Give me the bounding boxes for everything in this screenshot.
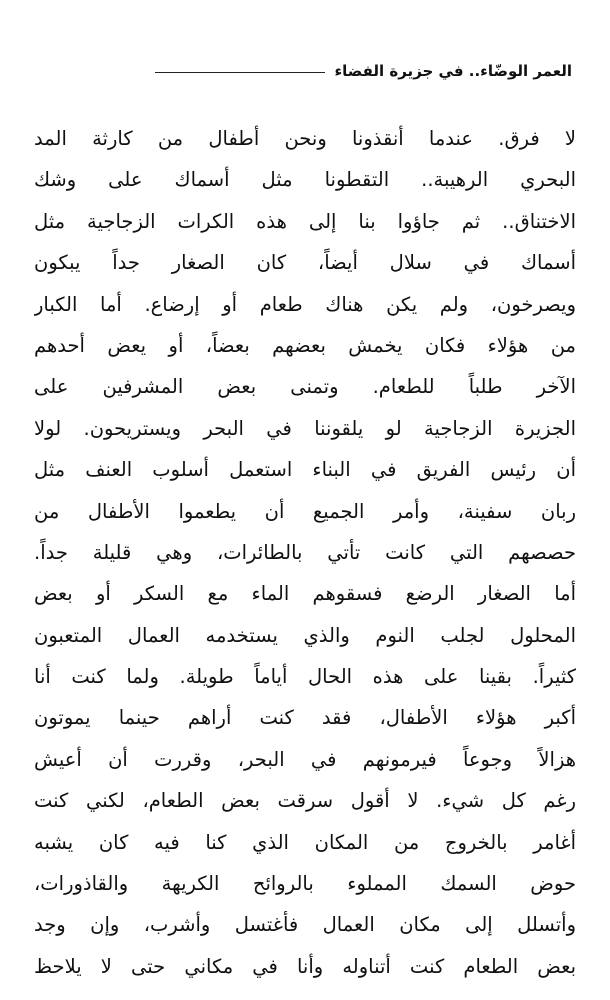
text-line: حوض السمك المملوء بالروائح الكريهة والقاذورات،	[34, 872, 576, 896]
text-line: وأتسلل إلى مكان العمال فأغتسل وأشرب، وإن وجد	[34, 913, 576, 937]
text-line: بعض الطعام كنت أتناوله وأنا في مكاني حتى لا يلاحظ	[34, 954, 576, 978]
text-line: أما الصغار الرضع فسقوهم الماء مع السكر أو بعض	[34, 582, 576, 606]
text-line: أسماك في سلال أيضاً، كان الصغار جداً يبكون	[34, 251, 576, 275]
text-line: أغامر بالخروج من المكان الذي كنا فيه كان يشبه	[34, 830, 576, 854]
running-title: العمر الوضّاء.. في جزيرة الفضاء	[334, 62, 572, 80]
text-line: كثيراً. بقينا على هذه الحال أياماً طويلة. ولما كنت أنا	[34, 665, 576, 689]
text-line: الآخر طلباً للطعام. وتمنى بعض المشرفين على	[34, 375, 576, 399]
running-header	[110, 58, 572, 84]
text-line: ربان سفينة، وأمر الجميع أن يطعموا الأطفال من	[34, 499, 576, 523]
text-line: الجزيرة الزجاجية لو يلقوننا في البحر ويستريحون. لولا	[34, 416, 576, 440]
text-line: من هؤلاء فكان يخمش بعضهم بعضاً، أو يعض أحدهم	[34, 333, 576, 357]
text-line: أكبر هؤلاء الأطفال، فقد كنت أراهم حينما يموتون	[34, 706, 576, 730]
text-line: لا فرق. عندما أنقذونا ونحن أطفال من كارثة المد	[34, 127, 576, 150]
text-line: هزالاً وجوعاً فيرمونهم في البحر، وقررت أن أعيش	[34, 747, 576, 771]
body-text	[34, 118, 576, 987]
text-line: أن رئيس الفريق في البناء استعمل أسلوب العنف مثل	[34, 458, 576, 482]
text-line: ويصرخون، ولم يكن هناك طعام أو إرضاع. أما الكبار	[34, 292, 576, 316]
header-rule	[155, 72, 325, 73]
text-line: البحري الرهيبة.. التقطونا مثل أسماك على وشك	[34, 168, 576, 192]
text-line: حصصهم التي كانت تأتي بالطائرات، وهي قليلة جداً.	[34, 540, 576, 564]
text-line: الاختناق.. ثم جاؤوا بنا إلى هذه الكرات الزجاجية مثل	[34, 209, 576, 233]
text-line: رغم كل شيء. لا أقول سرقت بعض الطعام، لكني كنت	[34, 789, 576, 813]
text-line: المحلول لجلب النوم والذي يستخدمه العمال المتعبون	[34, 623, 576, 647]
